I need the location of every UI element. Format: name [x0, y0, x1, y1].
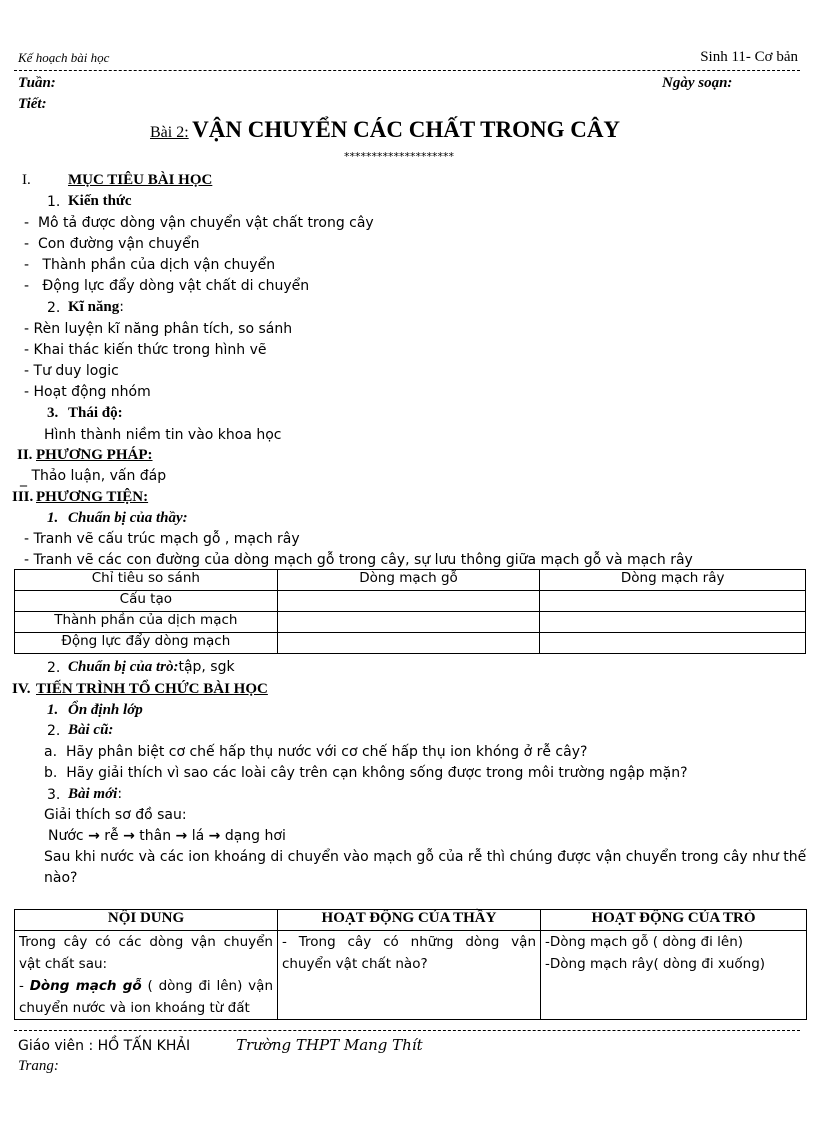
teacher-name: Giáo viên : HỒ TẤN KHẢI [18, 1038, 191, 1054]
skill-item: - Rèn luyện kĩ năng phân tích, so sánh [24, 321, 293, 337]
flow-step: thân [139, 828, 172, 844]
section1-heading: MỤC TIÊU BÀI HỌC [68, 172, 213, 188]
knowledge-heading: Kiến thức [68, 193, 132, 209]
section3-heading: PHƯƠNG TIỆN: [36, 489, 149, 505]
page-label: Trang: [18, 1058, 59, 1074]
lesson-number: Bài 2: [150, 124, 189, 141]
table-row [15, 633, 806, 654]
teacher-prep-number: 1. [47, 510, 59, 526]
question-a: a. Hãy phân biệt cơ chế hấp thụ nước với cơ chế hấp thụ ion khóng ở rễ cây? [44, 744, 588, 760]
knowledge-item: - Động lực đẩy dòng vật chất di chuyển [24, 278, 310, 294]
teacher-prep-item: - Tranh vẽ các con đường của dòng mạch gỗ trong cây, sự lưu thông giữa mạch gỗ và mạch rây [24, 552, 693, 568]
arrow-icon: → [208, 828, 221, 844]
flow-step: Nước [48, 828, 84, 844]
attitude-text: Hình thành niềm tin vào khoa học [44, 427, 282, 443]
comparison-table [14, 569, 806, 654]
section4-heading: TIẾN TRÌNH TỔ CHỨC BÀI HỌC [36, 681, 268, 697]
table-header: Dòng mạch gỗ [277, 570, 540, 591]
class-order-heading: Ổn định lớp [68, 702, 143, 718]
section4-number: IV. [12, 681, 31, 697]
student-prep: Chuẩn bị của trò:tập, sgk [68, 659, 235, 675]
table-cell-empty [540, 633, 806, 654]
arrow-icon: → [88, 828, 100, 844]
paragraph-line: nào? [44, 870, 78, 886]
table-cell-empty [277, 633, 540, 654]
lesson-table-row [15, 931, 807, 1020]
new-lesson-number: 3. [47, 787, 61, 803]
flow-diagram [48, 828, 286, 844]
arrow-icon: → [123, 828, 135, 844]
table-row [15, 591, 806, 612]
new-lesson-heading: Bài mới: [68, 786, 123, 802]
table-cell: Cấu tạo [15, 591, 278, 612]
skill-item: - Tư duy logic [24, 363, 119, 379]
table-header: Chỉ tiêu so sánh [15, 570, 278, 591]
page-title [150, 117, 620, 143]
student-activity-cell: -Dòng mạch gỗ ( dòng đi lên) -Dòng mạch rây( dòng đi xuống) [541, 931, 807, 1020]
table-cell: Thành phần của dịch mạch [15, 612, 278, 633]
class-order-number: 1. [47, 702, 59, 718]
attitude-number: 3. [47, 405, 59, 421]
explain-text: Giải thích sơ đồ sau: [44, 807, 187, 823]
skills-number: 2. [47, 300, 61, 316]
title-stars: ******************** [344, 150, 454, 163]
table-cell-empty [540, 612, 806, 633]
skill-item: - Hoạt động nhóm [24, 384, 151, 400]
period-label: Tiết: [18, 96, 47, 112]
lesson-table-header: HOẠT ĐỘNG CỦA THẦY [278, 910, 541, 931]
header-left: Kế hoạch bài học [18, 50, 110, 65]
question-b: b. Hãy giải thích vì sao các loài cây trên cạn không sống được trong môi trường ngập mặn? [44, 765, 688, 781]
content-cell: Trong cây có các dòng vận chuyển vật chất sau: - Dòng mạch gỗ ( dòng đi lên) vận chuyển nước và ion khoáng từ đất [15, 931, 278, 1020]
flow-step: rễ [104, 828, 119, 844]
method-item: _ Thảo luận, vấn đáp [20, 468, 167, 487]
table-header: Dòng mạch rây [540, 570, 806, 591]
section3-number: III. [12, 489, 34, 505]
week-label: Tuần: [18, 75, 56, 91]
student-prep-number: 2. [47, 660, 61, 676]
lesson-title: VẬN CHUYỂN CÁC CHẤT TRONG CÂY [192, 117, 621, 142]
section2-heading: PHƯƠNG PHÁP: [36, 447, 153, 463]
lesson-table-header-row [15, 910, 807, 931]
table-cell-empty [277, 591, 540, 612]
knowledge-item: - Thành phần của dịch vận chuyển [24, 257, 276, 273]
knowledge-number: 1. [47, 194, 61, 210]
school-signature: Trường THPT Mang Thít [236, 1036, 423, 1054]
teacher-prep-heading: Chuẩn bị của thầy: [68, 510, 188, 526]
flow-step: lá [191, 828, 205, 844]
header-divider [14, 70, 800, 71]
lesson-table [14, 909, 807, 1020]
table-header-row [15, 570, 806, 591]
lesson-table-header: NỘI DUNG [15, 910, 278, 931]
table-cell-empty [540, 591, 806, 612]
skills-heading: Kĩ năng: [68, 299, 124, 315]
old-lesson-number: 2. [47, 723, 61, 739]
section1-number: I. [22, 172, 31, 188]
skill-item: - Khai thác kiến thức trong hình vẽ [24, 342, 267, 358]
section2-number: II. [17, 447, 33, 463]
knowledge-item: - Con đường vận chuyển [24, 236, 200, 252]
flow-step: dạng hơi [224, 828, 286, 844]
teacher-prep-item: - Tranh vẽ cấu trúc mạch gỗ , mạch rây [24, 531, 300, 547]
table-row [15, 612, 806, 633]
footer-divider [14, 1030, 800, 1031]
arrow-icon: → [175, 828, 188, 844]
lesson-table-header: HOẠT ĐỘNG CỦA TRÒ [541, 910, 807, 931]
attitude-heading: Thái độ: [68, 405, 123, 421]
header-right: Sinh 11- Cơ bản [700, 49, 798, 65]
date-prepared-label: Ngày soạn: [662, 75, 733, 91]
table-cell-empty [277, 612, 540, 633]
teacher-activity-cell: - Trong cây có những dòng vận chuyển vật chất nào? [278, 931, 541, 1020]
table-cell: Động lực đẩy dòng mạch [15, 633, 278, 654]
old-lesson-heading: Bài cũ: [68, 722, 114, 738]
paragraph-line: Sau khi nước và các ion khoáng di chuyển vào mạch gỗ của rễ thì chúng được vận chuyển trong cây như thế [44, 849, 807, 865]
knowledge-item: - Mô tả được dòng vận chuyển vật chất trong cây [24, 215, 374, 231]
